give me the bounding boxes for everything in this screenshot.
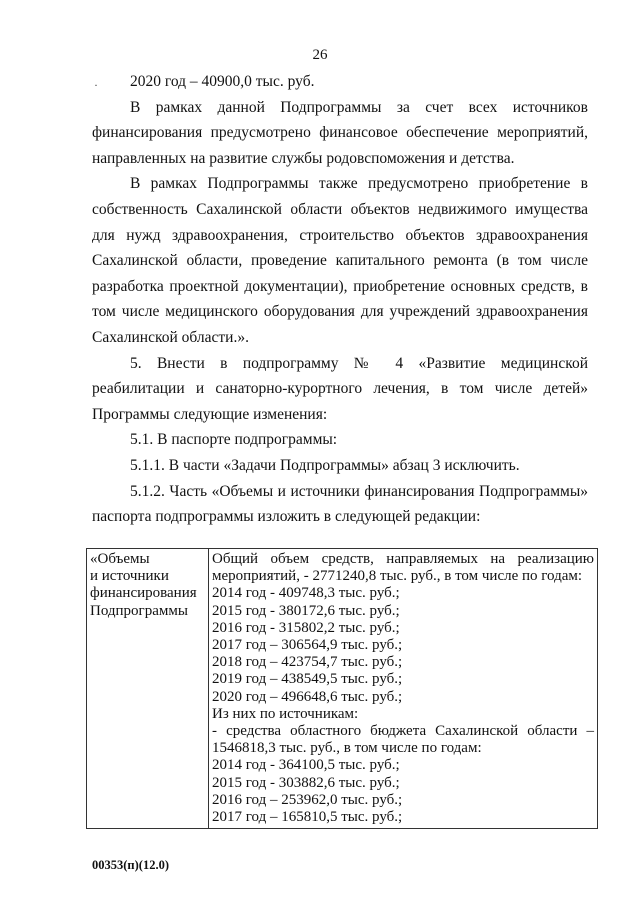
page-number: 26 <box>312 47 328 63</box>
left-line: финансирования <box>90 585 197 602</box>
financing-intro: Общий объем средств, направляемых на реализацию мероприятий, - 2771240,8 тыс. руб., в том числе по годам: <box>212 551 594 585</box>
paragraph-3: В рамках Подпрограммы также предусмотрено приобретение в собственность Сахалинской области объектов недвижимого имущества для нужд здравоохранения, строительство объектов здравоохранения Сахалинской области, проведение капитального ремонта (в том числе разработка проектной документации), приобретение основных средств, в том числе медицинского оборудования для учреждений здравоохранения Сахалинской области.». <box>92 175 588 346</box>
paragraph-4: 5. Внести в подпрограмму № 4 «Развитие медицинской реабилитации и санаторно-курортного лечения, в том числе детей» Программы следующие изменения: <box>92 354 588 423</box>
body-text <box>92 69 588 530</box>
paragraph-5: 5.1. В паспорте подпрограммы: <box>130 431 338 449</box>
year-line: 2017 год – 165810,5 тыс. руб.; <box>212 809 403 826</box>
paragraph-6: 5.1.1. В части «Задачи Подпрограммы» абзац 3 исключить. <box>130 456 520 474</box>
financing-table <box>86 548 598 829</box>
left-line: и источники <box>90 568 169 585</box>
document-code: 00353(п)(12.0) <box>92 858 169 872</box>
year-line: 2014 год - 409748,3 тыс. руб.; <box>212 585 400 602</box>
paragraph-1: 2020 год – 40900,0 тыс. руб. <box>130 73 315 90</box>
year-line: 2015 год - 380172,6 тыс. руб.; <box>212 602 400 619</box>
scan-dot: · <box>94 78 98 92</box>
table-right-cell <box>209 549 598 829</box>
year-line: 2014 год - 364100,5 тыс. руб.; <box>212 757 400 774</box>
year-line: 2016 год - 315802,2 тыс. руб.; <box>212 619 400 636</box>
paragraph-7: 5.1.2. Часть «Объемы и источники финансирования Подпрограммы» паспорта подпрограммы изложить в следующей редакции: <box>92 482 588 526</box>
sources-heading: Из них по источникам: <box>212 705 359 722</box>
year-line: 2015 год - 303882,6 тыс. руб.; <box>212 774 400 791</box>
budget-source: - средства областного бюджета Сахалинской области – 1546818,3 тыс. руб., в том числе по годам: <box>212 723 594 757</box>
table-left-cell <box>87 549 209 829</box>
paragraph-2: В рамках данной Подпрограммы за счет всех источников финансирования предусмотрено финансовое обеспечение мероприятий, направленных на развитие службы родовспоможения и детства. <box>92 98 588 167</box>
year-line: 2016 год – 253962,0 тыс. руб.; <box>212 791 403 808</box>
year-line: 2018 год – 423754,7 тыс. руб.; <box>212 654 403 671</box>
left-line: Подпрограммы <box>90 602 188 619</box>
left-line: «Объемы <box>90 551 150 567</box>
year-line: 2020 год – 496648,6 тыс. руб.; <box>212 688 403 705</box>
year-line: 2017 год – 306564,9 тыс. руб.; <box>212 637 403 654</box>
year-line: 2019 год – 438549,5 тыс. руб.; <box>212 671 403 688</box>
